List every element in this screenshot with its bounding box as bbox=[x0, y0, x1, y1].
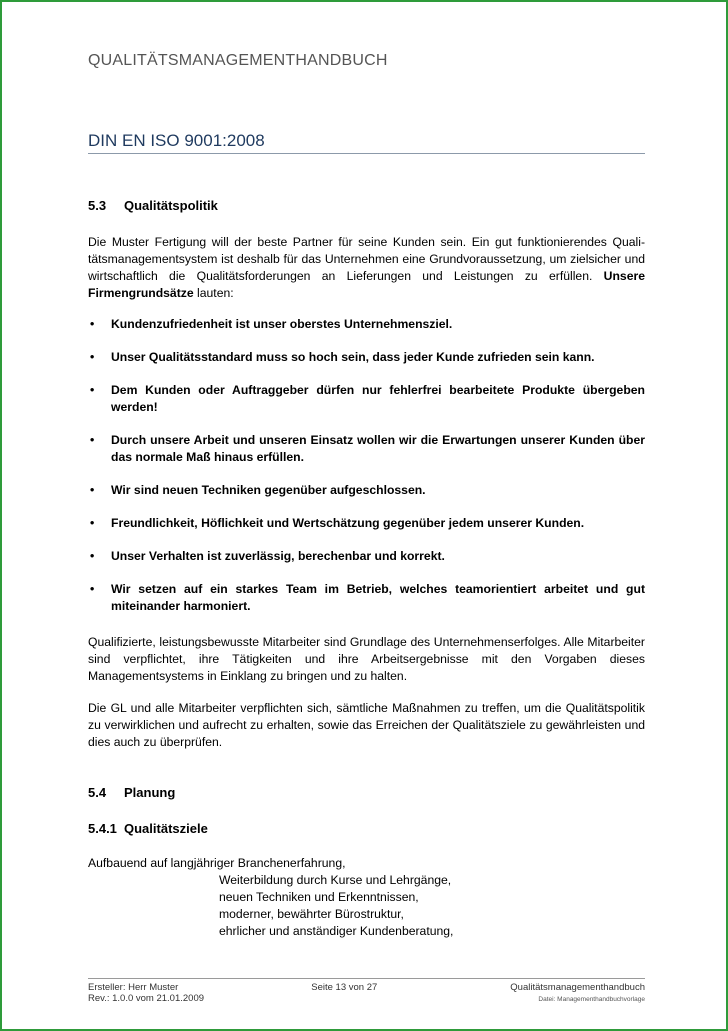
list-item: • Unser Verhalten ist zuverlässig, berechenbar und korrekt. bbox=[90, 549, 445, 563]
list-item: • Dem Kunden oder Auftraggeber dürfen nur fehlerfrei bearbeitete Produkte übergeben werden! bbox=[90, 383, 645, 414]
footer-file: Datei: Managementhandbuchvorlage bbox=[538, 996, 645, 1003]
list-item: moderner, bewährter Bürostruktur, bbox=[219, 907, 404, 921]
footer-document-name: Qualitätsmanagementhandbuch bbox=[510, 982, 645, 993]
intro-text: Die Muster Fertigung will der beste Partner für seine Kunden sein. Ein gut funktionierendes Qualitätsmanagementsystem ist deshalb für das Unternehmen eine Grundvoraussetzung, um zielsicher und wirtschaftlich die Qualitätsforderungen an Lieferungen und Leistungen zu erfüllen. bbox=[88, 235, 645, 283]
intro-bold-text: Unsere Firmengrundsätze bbox=[88, 269, 645, 300]
list-item: • Wir sind neuen Techniken gegenüber aufgeschlossen. bbox=[90, 483, 426, 497]
list-item: neuen Techniken und Erkenntnissen, bbox=[219, 890, 419, 904]
footer-page-number: Seite 13 von 27 bbox=[311, 982, 378, 993]
section-number: 5.4 bbox=[88, 785, 107, 800]
list-item: • Durch unsere Arbeit und unseren Einsatz wollen wir die Erwartungen unserer Kunden über das normale Maß hinaus erfüllen. bbox=[90, 433, 645, 464]
principles-list bbox=[88, 316, 645, 631]
footer-revision: Rev.: 1.0.0 vom 21.01.2009 bbox=[88, 993, 205, 1004]
list-item: • Unser Qualitätsstandard muss so hoch sein, dass jeder Kunde zufrieden sein kann. bbox=[90, 350, 595, 364]
list-item: • Wir setzen auf ein starkes Team im Betrieb, welches teamorientiert arbeitet und gut miteinander harmoniert. bbox=[90, 582, 645, 613]
section-title: Qualitätspolitik bbox=[124, 198, 218, 213]
section-title: Qualitätsziele bbox=[124, 821, 208, 836]
document-title: QUALITÄTSMANAGEMENTHANDBUCH bbox=[88, 52, 388, 69]
section-number: 5.4.1 bbox=[88, 821, 117, 836]
standard-heading: DIN EN ISO 9001:2008 bbox=[88, 131, 645, 154]
section-heading-5-4 bbox=[88, 785, 175, 800]
list-item: • Freundlichkeit, Höflichkeit und Wertschätzung gegenüber jedem unserer Kunden. bbox=[90, 516, 585, 530]
paragraph-management: Die GL und alle Mitarbeiter verpflichten sich, sämtliche Maßnahmen zu treffen, um die Qualitätspolitik zu verwirklichen und aufrecht zu erhalten, sowie das Erreichen der Qualitätsziele zu gewährleisten und dies auch zu überprüfen. bbox=[88, 701, 645, 749]
list-item: ehrlicher und anständiger Kundenberatung, bbox=[219, 924, 454, 938]
footer-author: Ersteller: Herr Muster bbox=[88, 982, 179, 993]
intro-tail-text: lauten: bbox=[197, 286, 234, 300]
section-heading-5-4-1 bbox=[88, 821, 208, 836]
intro-paragraph bbox=[88, 234, 645, 302]
goals-lead: Aufbauend auf langjähriger Branchenerfahrung, bbox=[88, 856, 346, 870]
paragraph-employees: Qualifizierte, leistungsbewusste Mitarbeiter sind Grundlage des Unternehmenserfolges. Alle Mitarbeiter sind verpflichtet, ihre Tätigkeiten und ihre Arbeitsergebnisse mit den Vorgaben dieses Managementsystems in Einklang zu bringen und zu halten. bbox=[88, 635, 645, 683]
section-number: 5.3 bbox=[88, 198, 107, 213]
list-item: Weiterbildung durch Kurse und Lehrgänge, bbox=[219, 873, 452, 887]
goals-list bbox=[219, 872, 453, 940]
list-item: • Kundenzufriedenheit ist unser oberstes Unternehmensziel. bbox=[90, 317, 453, 331]
page-footer bbox=[88, 978, 645, 1004]
section-heading-5-3 bbox=[88, 198, 218, 213]
section-title: Planung bbox=[124, 785, 176, 800]
